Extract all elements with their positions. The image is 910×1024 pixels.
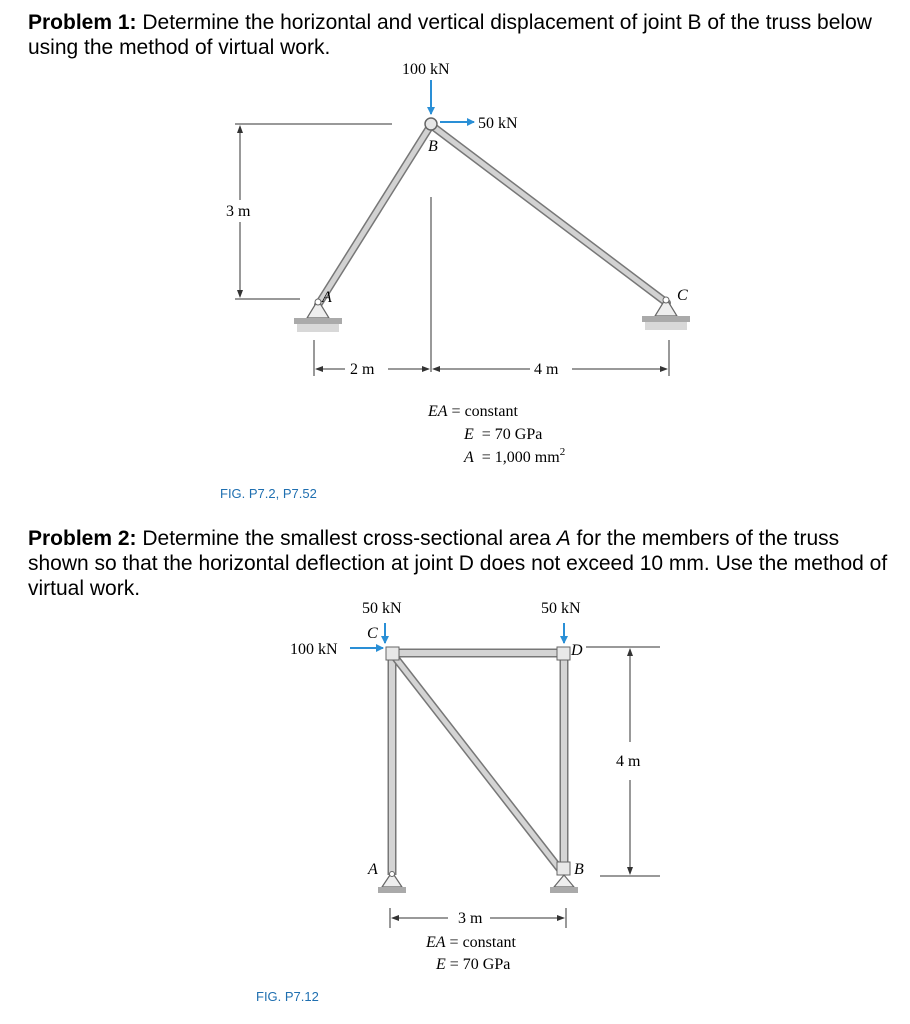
member-cb xyxy=(394,656,562,872)
dim-3m-label-fig2: 3 m xyxy=(458,910,483,927)
prop2-ea-label: EA xyxy=(426,934,446,951)
material-properties-2 xyxy=(425,934,516,973)
truss-figure-1 xyxy=(220,61,690,501)
support-a xyxy=(294,299,342,332)
prop2-e-label: E xyxy=(436,956,446,973)
material-properties-1 xyxy=(427,403,593,466)
svg-text:E = 70 GPa xyxy=(435,956,510,973)
dimension-height-4m xyxy=(586,647,660,876)
joint-d-label-fig2: D xyxy=(571,642,583,659)
prop-a-label: A xyxy=(464,449,474,466)
load-50kn-label: 50 kN xyxy=(478,115,518,132)
problem-2-text-after: for the members of the truss shown so that the horizontal deflection at joint D does not exceed 10 mm. Use the method of virtual work. xyxy=(28,527,888,600)
joint-b-plate xyxy=(557,862,570,875)
prop-ea-value: = constant xyxy=(447,403,518,420)
problem-2-heading: Problem 2: xyxy=(28,527,137,550)
joint-a-label: A xyxy=(322,289,332,306)
dim-4m-label-fig2: 4 m xyxy=(616,753,641,770)
svg-text:EA = constant xyxy=(425,934,516,951)
figure-1-caption: FIG. P7.2, P7.52 xyxy=(220,486,317,501)
figure-2-caption: FIG. P7.12 xyxy=(256,989,319,1004)
svg-text:E = 70 GPa xyxy=(428,426,570,443)
problem-1-text: Determine the horizontal and vertical displacement of joint B of the truss below using the method of virtual work. xyxy=(28,11,872,59)
load-c-label: 50 kN xyxy=(362,600,402,617)
dim-2m-label: 2 m xyxy=(350,361,375,378)
dim-3m-label: 3 m xyxy=(226,203,251,220)
problem-2-var-a: A xyxy=(556,527,571,550)
load-d-label: 50 kN xyxy=(541,600,581,617)
prop2-e-value: = 70 GPa xyxy=(445,956,511,973)
problem-1-heading: Problem 1: xyxy=(28,11,137,34)
joint-b-label: B xyxy=(428,138,438,155)
svg-text:EA = constant xyxy=(427,403,518,420)
dimension-height-3m xyxy=(226,124,392,299)
joint-c-plate xyxy=(386,647,399,660)
prop-e-value: = 70 GPa xyxy=(473,426,543,443)
joint-a-label-fig2: A xyxy=(368,861,378,878)
joint-c-label: C xyxy=(677,287,688,304)
svg-text:A = 1,000 mm2 xyxy=(428,442,593,466)
dimension-horizontal xyxy=(314,340,669,378)
load-horizontal-label: 100 kN xyxy=(290,641,338,658)
prop-a-exponent: 2 xyxy=(559,446,566,458)
joint-c-label-fig2: C xyxy=(367,625,378,642)
prop-e-label: E xyxy=(464,426,474,443)
truss-figure-2 xyxy=(256,600,660,1004)
prop-a-value: = 1,000 mm xyxy=(473,449,560,466)
load-100kn-label: 100 kN xyxy=(402,61,450,78)
prop-ea-label: EA xyxy=(428,403,448,420)
joint-b-pin xyxy=(425,118,437,130)
dim-4m-label: 4 m xyxy=(534,361,559,378)
problem-2-text-before: Determine the smallest cross-sectional area xyxy=(136,527,557,550)
support-a-fig2 xyxy=(378,872,406,894)
dimension-width-3m xyxy=(390,908,566,928)
joint-d-plate xyxy=(557,647,570,660)
joint-b-label-fig2: B xyxy=(574,861,584,878)
prop2-ea-value: = constant xyxy=(445,934,516,951)
